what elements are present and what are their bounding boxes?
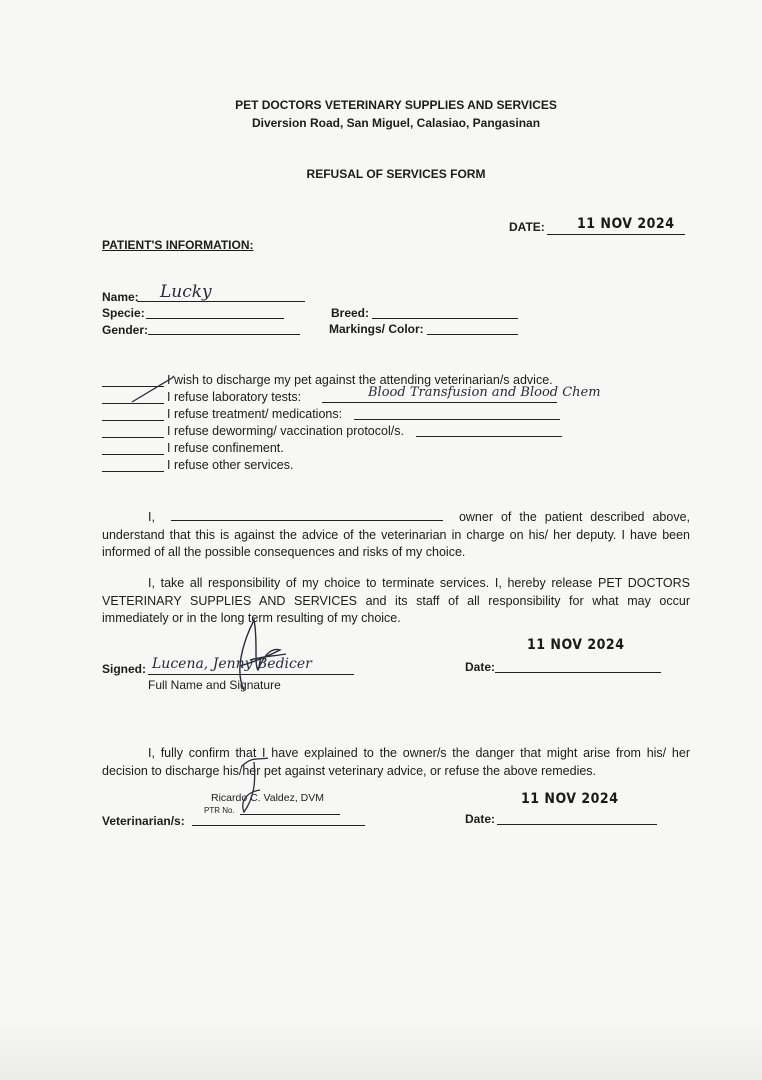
gender-line [148, 334, 300, 335]
option-blank [102, 442, 164, 455]
gender-label: Gender: [102, 323, 149, 337]
vet-line [192, 825, 365, 826]
date-label: DATE: [509, 220, 545, 234]
date-line [547, 234, 685, 235]
owner-rest: owner of the patient described above, understand that this is against the advice of the veterinarian in charge on his/ her deputy. I have been informed of all the possible consequences and risks of my choice. [102, 510, 690, 559]
form-title: REFUSAL OF SERVICES FORM [306, 167, 486, 181]
signed-date-stamp: 11 NOV 2024 [527, 637, 625, 653]
markings-line [427, 334, 518, 335]
option-blank [102, 459, 164, 472]
option-text: I refuse treatment/ medications: [167, 407, 343, 421]
option-deworming [102, 424, 404, 438]
option-text: I refuse confinement. [167, 441, 284, 455]
vet-signature-icon [232, 752, 280, 822]
vet-date-line [497, 824, 657, 825]
option-text: I refuse laboratory tests: [167, 390, 302, 404]
option-blank [102, 408, 164, 421]
breed-label: Breed: [331, 306, 370, 320]
option-text: I refuse other services. [167, 458, 294, 472]
lab-tests-line [322, 402, 557, 403]
vet-confirm-paragraph [102, 745, 690, 780]
name-label: Name: [102, 290, 139, 304]
signed-sub-label: Full Name and Signature [148, 678, 281, 692]
option-treatment [102, 407, 342, 421]
vet-date-stamp: 11 NOV 2024 [521, 791, 619, 807]
patient-name-handwritten: Lucky [160, 282, 212, 302]
clinic-name: PET DOCTORS VETERINARY SUPPLIES AND SERVICES [235, 98, 557, 112]
owner-paragraph [102, 508, 690, 562]
vet-printed-name: Ricardo C. Valdez, DVM [211, 792, 325, 804]
vet-date-label: Date: [465, 812, 496, 826]
vet-confirm-text: I, fully confirm that I have explained to the owner/s the danger that might arise from his/ her decision to discharge his/her pet against veterinary advice, or refuse the above remedies. [102, 746, 690, 778]
option-text: I refuse deworming/ vaccination protocol/s. [167, 424, 404, 438]
specie-line [146, 318, 284, 319]
patient-info-title: PATIENT'S INFORMATION: [102, 238, 254, 252]
option-text: I wish to discharge my pet against the attending veterinarian/s advice. [167, 373, 553, 387]
vet-label: Veterinarian/s: [102, 814, 185, 828]
signed-date-line [495, 672, 661, 673]
option-other [102, 458, 293, 472]
responsibility-text: I, take all responsibility of my choice to terminate services. I, hereby release PET DOCTORS VETERINARY SUPPLIES AND SERVICES and its staff of all responsibility for what may occur immediately or in the long term resulting of my choice. [102, 576, 690, 625]
breed-line [372, 318, 518, 319]
clinic-address: Diversion Road, San Miguel, Calasiao, Pangasinan [251, 116, 541, 130]
option-confinement [102, 441, 284, 455]
responsibility-paragraph [102, 575, 690, 628]
treatment-line [354, 419, 560, 420]
ptr-label: PTR No. [204, 806, 235, 815]
owner-signature-icon [214, 610, 294, 700]
option-blank [102, 425, 164, 438]
owner-start: I, [148, 510, 155, 524]
specie-label: Specie: [102, 306, 145, 320]
owner-name-line [171, 508, 443, 521]
lab-tests-handwritten: Blood Transfusion and Blood Chem [368, 385, 601, 400]
date-stamp: 11 NOV 2024 [577, 216, 675, 232]
checkmark-icon [128, 372, 188, 406]
signed-label: Signed: [102, 662, 146, 676]
markings-label: Markings/ Color: [329, 322, 424, 336]
signed-date-label: Date: [465, 660, 496, 674]
page-shadow [0, 1015, 762, 1080]
deworming-line [416, 436, 562, 437]
owner-name-handwritten: Lucena, Jenny Bedicer [152, 656, 312, 672]
